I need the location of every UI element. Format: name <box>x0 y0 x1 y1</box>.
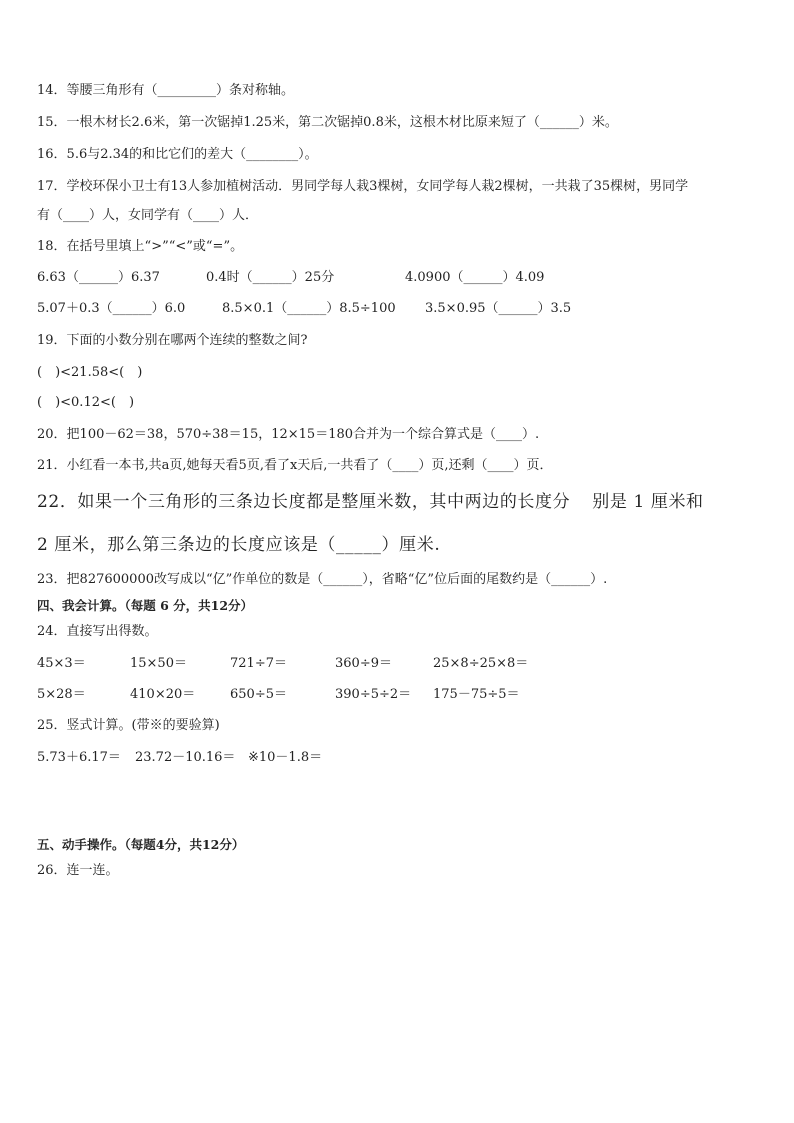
question-15: 15．一根木材长2.6米，第一次锯掉1.25米，第二次锯掉0.8米，这根木材比原来短了（______）米。 <box>37 115 618 130</box>
question-24: 24．直接写出得数。 <box>37 624 158 639</box>
compare-item: 0.4时（______）25分 <box>206 270 335 285</box>
question-22-text-a: 22．如果一个三角形的三条边长度都是整厘米数，其中两边的长度分 <box>37 492 571 512</box>
question-20: 20．把100－62＝38，570÷38＝15，12×15＝180合并为一个综合算式是（____）. <box>37 427 540 442</box>
question-22-line1 <box>37 491 704 513</box>
compare-item: 5.07＋0.3（______）6.0 <box>37 301 186 316</box>
calc-item: 23.72－10.16＝ <box>135 750 236 765</box>
compare-item: 8.5×0.1（______）8.5÷100 <box>222 301 396 316</box>
question-17-line2: 有（____）人，女同学有（____）人． <box>37 208 259 223</box>
question-25: 25．竖式计算。(带※的要验算) <box>37 718 220 733</box>
calc-item: 410×20＝ <box>130 687 196 702</box>
calc-item: 25×8÷25×8＝ <box>433 656 529 671</box>
question-26: 26．连一连。 <box>37 863 119 878</box>
question-16: 16．5.6与2.34的和比它们的差大（________）。 <box>37 147 318 162</box>
question-23: 23．把827600000改写成以“亿”作单位的数是（______），省略“亿”位后面的尾数约是（______）. <box>37 572 608 587</box>
calc-item: 5×28＝ <box>37 687 86 702</box>
section-5-heading: 五、动手操作。（每题4分，共12分） <box>37 837 245 852</box>
question-18: 18．在括号里填上“>”“<”或“=”。 <box>37 239 244 254</box>
question-17-line1: 17．学校环保小卫士有13人参加植树活动．男同学每人栽3棵树，女同学每人栽2棵树，一共栽了35棵树，男同学 <box>37 179 689 194</box>
calc-item: 360÷9＝ <box>335 656 392 671</box>
calc-item: 5.73＋6.17＝ <box>37 750 121 765</box>
question-19: 19．下面的小数分别在哪两个连续的整数之间? <box>37 333 308 348</box>
calc-item: ※10－1.8＝ <box>248 750 323 765</box>
compare-item: 6.63（______）6.37 <box>37 270 160 285</box>
section-4-heading: 四、我会计算。（每题 6 分，共12分） <box>37 598 254 613</box>
calc-item: 721÷7＝ <box>230 656 287 671</box>
calc-item: 650÷5＝ <box>230 687 287 702</box>
compare-item: 3.5×0.95（______）3.5 <box>425 301 572 316</box>
calc-item: 390÷5÷2＝ <box>335 687 412 702</box>
compare-item: 4.0900（______）4.09 <box>405 270 545 285</box>
question-22-text-b: 别是 1 厘米和 <box>592 492 704 512</box>
question-19-a: ( )<21.58<( ) <box>37 365 143 380</box>
calc-item: 15×50＝ <box>130 656 187 671</box>
question-19-b: ( )<0.12<( ) <box>37 395 135 410</box>
question-21: 21．小红看一本书,共a页,她每天看5页,看了x天后,一共看了（____）页,还剩（____）页． <box>37 458 553 473</box>
question-14: 14．等腰三角形有（_________）条对称轴。 <box>37 83 295 98</box>
calc-item: 175－75÷5＝ <box>433 687 520 702</box>
calc-item: 45×3＝ <box>37 656 86 671</box>
question-22-line2: 2 厘米，那么第三条边的长度应该是（_____）厘米. <box>37 535 441 555</box>
